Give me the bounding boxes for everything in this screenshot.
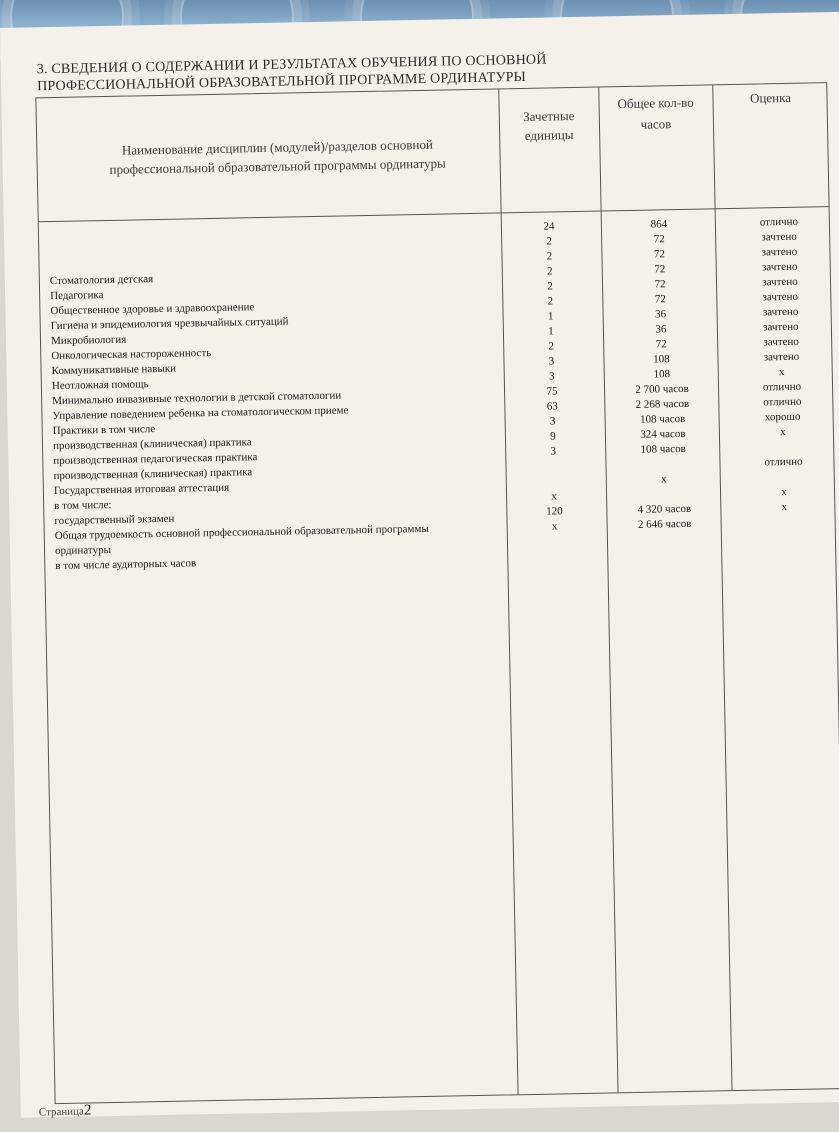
credit-units-cell: 3 <box>550 445 557 458</box>
header-discipline-name: Наименование дисциплин (модулей)/разделов основной профессиональной образовательной программы ординатуры <box>109 136 446 177</box>
hours-cell: x <box>660 473 667 486</box>
credit-units-cell: 2 <box>546 250 553 263</box>
discipline-name-cell: ординатуры <box>54 543 112 558</box>
discipline-name-cell: производственная (клиническая) практика <box>52 436 252 453</box>
table-body <box>39 214 835 574</box>
credit-units-cell: 63 <box>546 400 558 413</box>
credit-units-cell: 1 <box>548 325 554 338</box>
credit-units-cell: 2 <box>547 295 554 308</box>
grade-cell: x <box>778 366 785 379</box>
discipline-name-cell: Практики в том числе <box>52 423 156 438</box>
hours-cell: 2 700 часов <box>635 382 689 396</box>
hours-cell: 864 <box>650 218 668 231</box>
header-total-hours: Общее кол-во часов <box>617 94 694 132</box>
discipline-name-cell: Общая трудоемкость основной профессиональной образовательной программы <box>54 522 429 543</box>
grade-cell: отлично <box>759 215 799 229</box>
credit-units-cell: 2 <box>547 280 553 293</box>
credit-units-cell: x <box>551 490 557 503</box>
grade-cell: x <box>780 425 786 439</box>
discipline-name-cell: Неотложная помощь <box>51 378 149 393</box>
discipline-name-cell: Минимально инвазивные технологии в детской стоматологии <box>52 389 342 408</box>
discipline-name-cell: Стоматология детская <box>49 273 154 288</box>
grade-cell: x <box>781 485 787 499</box>
discipline-name-cell: в том числе: <box>54 498 112 513</box>
credit-units-cell: x <box>551 520 558 533</box>
discipline-name-cell: Микробиология <box>50 333 127 348</box>
grade-cell: зачтено <box>762 305 799 319</box>
credit-units-cell: 120 <box>546 505 563 518</box>
hours-cell: 72 <box>654 293 666 306</box>
hours-cell: 108 <box>653 368 671 381</box>
discipline-name-cell: Гигиена и эпидемиология чрезвычайных ситуаций <box>50 315 289 333</box>
page-label: Страница <box>38 1105 84 1119</box>
grade-cell: зачтено <box>761 260 798 274</box>
discipline-name-cell: производственная (клиническая) практика <box>53 466 253 483</box>
hours-cell: 324 часов <box>640 427 686 441</box>
grade-cell: отлично <box>762 380 802 394</box>
hours-cell: 4 320 часов <box>637 502 692 516</box>
hours-cell: 72 <box>653 248 666 261</box>
credit-units-cell: 2 <box>546 235 553 248</box>
hours-cell: 108 часов <box>639 412 686 426</box>
credit-units-cell: 2 <box>546 265 553 278</box>
hours-cell: 72 <box>654 263 666 276</box>
grade-cell: отлично <box>763 395 802 409</box>
discipline-name-cell: государственный экзамен <box>54 512 175 528</box>
credit-units-cell: 1 <box>547 310 554 323</box>
page-number-value: 2 <box>83 1102 92 1119</box>
discipline-name-cell: Коммуникативные навыки <box>51 362 177 378</box>
hours-cell: 72 <box>655 338 667 351</box>
page-number <box>39 1102 92 1120</box>
document-page <box>0 12 839 1118</box>
credit-units-cell: 3 <box>549 415 556 428</box>
header-grade: Оценка <box>749 89 792 106</box>
grade-cell: x <box>781 500 788 514</box>
hours-cell: 72 <box>654 278 666 291</box>
section-title: 3. СВЕДЕНИЯ О СОДЕРЖАНИИ И РЕЗУЛЬТАТАХ ОБУЧЕНИЯ ПО ОСНОВНОЙ ПРОФЕССИОНАЛЬНОЙ ОБРАЗОВАТЕЛЬНОЙ ПРОГРАММЕ ОРДИНАТУРЫ <box>36 52 547 95</box>
discipline-name-cell: Государственная итоговая аттестация <box>53 481 230 498</box>
grade-cell: зачтено <box>763 335 799 349</box>
discipline-name-cell: Общественное здоровье и здравоохранение <box>50 301 255 318</box>
credit-units-cell: 75 <box>546 385 558 398</box>
grade-cell: хорошо <box>764 410 801 424</box>
credit-units-cell: 3 <box>548 370 555 383</box>
grade-cell: зачтено <box>762 290 799 304</box>
hours-cell: 2 646 часов <box>637 517 692 531</box>
grade-cell: зачтено <box>761 245 798 259</box>
credit-units-cell: 9 <box>550 430 556 443</box>
hours-cell: 36 <box>655 323 667 336</box>
credit-units-cell: 3 <box>548 355 555 368</box>
hours-cell: 36 <box>655 308 667 321</box>
discipline-name-cell: Онкологическая настороженность <box>51 347 212 363</box>
credit-units-cell: 24 <box>543 220 555 233</box>
discipline-name-cell: Педагогика <box>50 289 104 303</box>
grade-cell: зачтено <box>762 275 798 289</box>
hours-cell: 72 <box>653 233 665 246</box>
hours-cell: 2 268 часов <box>635 397 690 411</box>
hours-cell: 108 часов <box>640 442 686 456</box>
grade-cell: отлично <box>764 455 803 469</box>
grade-cell: зачтено <box>763 350 800 364</box>
hours-cell: 108 <box>653 353 670 366</box>
credit-units-cell: 2 <box>548 340 555 353</box>
grade-cell: зачтено <box>761 230 797 244</box>
discipline-name-cell: в том числе аудиторных часов <box>55 557 197 573</box>
grade-cell: зачтено <box>763 320 799 334</box>
results-table <box>35 82 839 1104</box>
discipline-name-cell: Управление поведением ребенка на стоматологическом приеме <box>52 404 349 423</box>
header-credit-units: Зачетные единицы <box>523 107 575 143</box>
discipline-name-cell: производственная педагогическая практика <box>53 451 258 468</box>
